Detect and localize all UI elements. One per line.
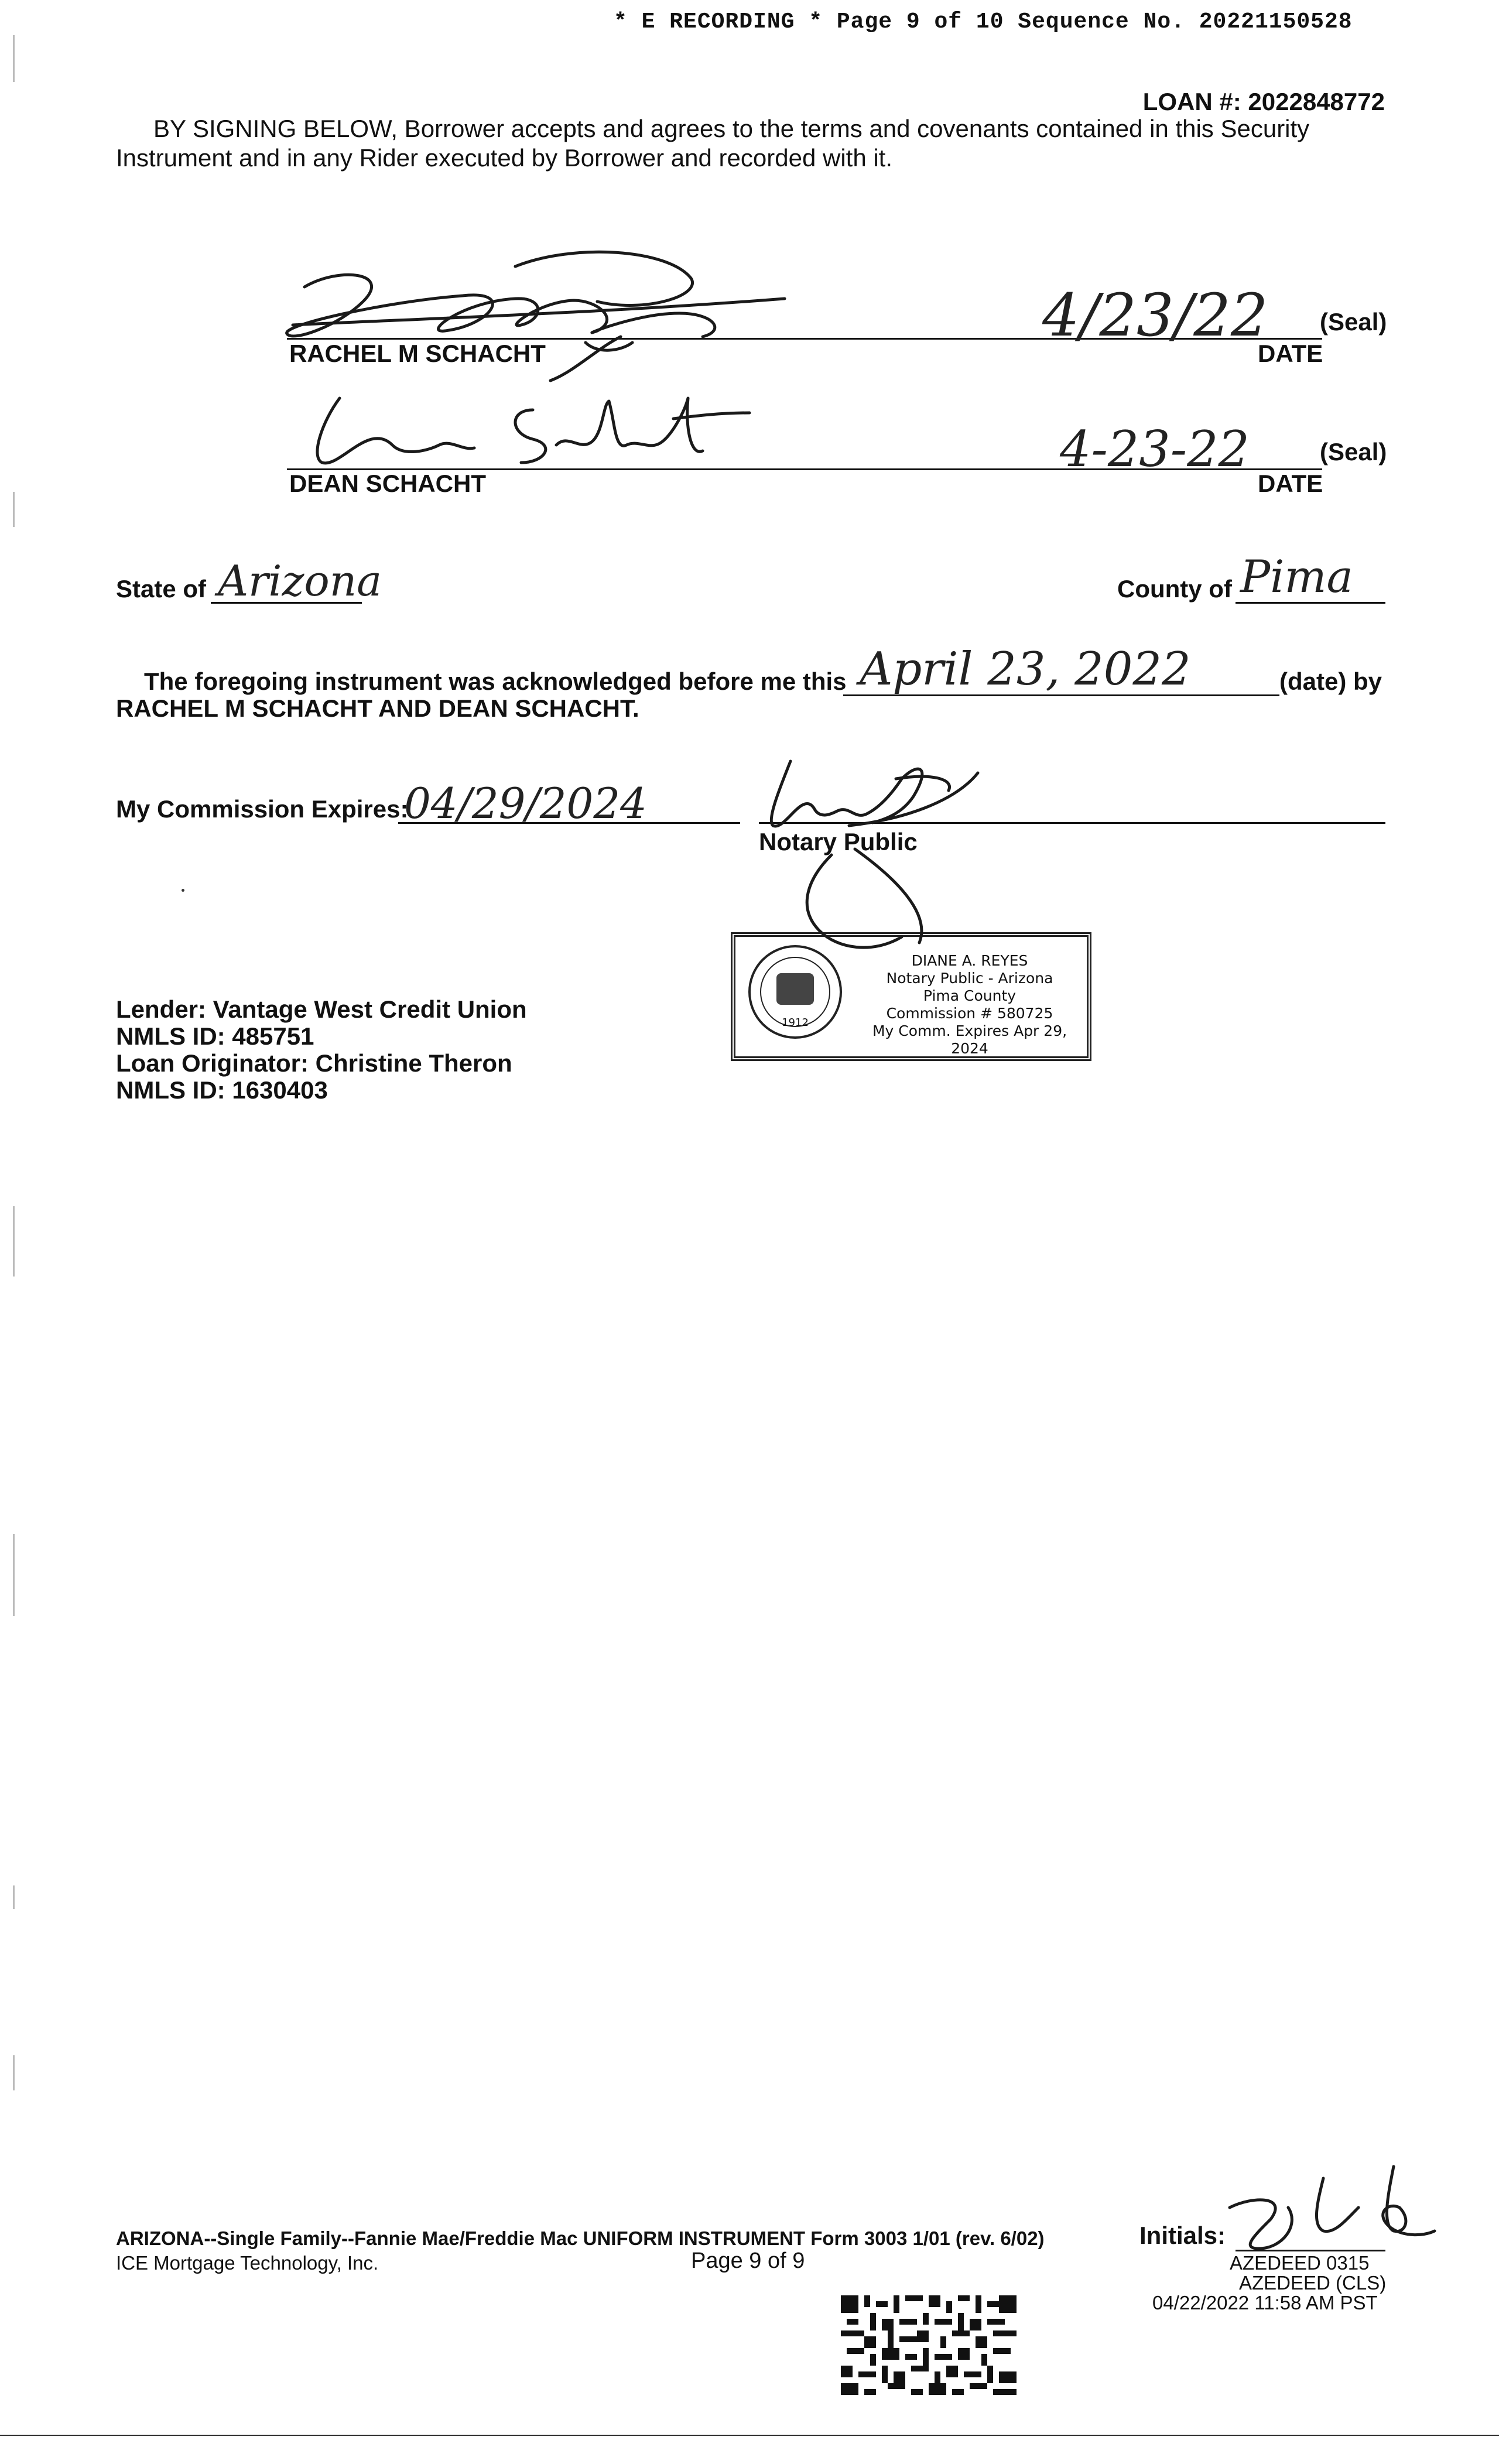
borrower-1-date-label: DATE	[1258, 340, 1323, 367]
ack-text: The foregoing instrument was acknowledged before me this	[144, 668, 847, 695]
lender-line-1: Lender: Vantage West Credit Union	[116, 995, 527, 1023]
barcode-image	[841, 2295, 1017, 2395]
borrower-1-seal-label: (Seal)	[1320, 308, 1387, 336]
footer-page: Page 9 of 9	[691, 2249, 805, 2273]
notary-signature-tail	[785, 843, 960, 960]
state-label: State of	[116, 575, 207, 603]
footer-timestamp: 04/22/2022 11:58 AM PST	[1152, 2292, 1378, 2314]
borrower-2-signature	[299, 386, 767, 474]
bottom-rule	[0, 2435, 1499, 2436]
lender-line-3: Loan Originator: Christine Theron	[116, 1049, 512, 1077]
commission-handwritten: 04/29/2024	[404, 779, 647, 828]
ack-suffix: (date) by	[1279, 668, 1382, 695]
ack-names: RACHEL M SCHACHT AND DEAN SCHACHT.	[116, 694, 639, 722]
borrower-2-date-label: DATE	[1258, 470, 1323, 497]
initials-signature	[1218, 2161, 1440, 2260]
scan-margin-speck	[13, 1534, 15, 1616]
recording-header: * E RECORDING * Page 9 of 10 Sequence No. 20221150528	[614, 9, 1353, 35]
lender-line-2: NMLS ID: 485751	[116, 1022, 314, 1050]
county-label: County of	[1117, 575, 1232, 603]
seal-commission: Commission # 580725	[886, 1005, 1053, 1022]
scan-margin-speck	[13, 1885, 15, 1909]
seal-expires: My Comm. Expires Apr 29, 2024	[872, 1022, 1067, 1057]
commission-label: My Commission Expires:	[116, 795, 409, 823]
footer-code-1: AZEDEED 0315	[1230, 2252, 1370, 2274]
initials-label: Initials:	[1139, 2222, 1226, 2249]
intro-line-2: Instrument and in any Rider executed by Borrower and recorded with it.	[116, 144, 893, 172]
borrower-2-date-handwritten: 4-23-22	[1060, 420, 1250, 478]
loan-value: 2022848772	[1248, 88, 1385, 115]
loan-label: LOAN #:	[1142, 88, 1241, 115]
scan-margin-speck	[13, 1206, 15, 1277]
borrower-2-seal-label: (Seal)	[1320, 438, 1387, 466]
state-handwritten: Arizona	[218, 556, 382, 605]
seal-notary-title: Notary Public - Arizona	[886, 970, 1053, 987]
notary-label: Notary Public	[759, 828, 918, 855]
footer-form-line: ARIZONA--Single Family--Fannie Mae/Freddie Mac UNIFORM INSTRUMENT Form 3003 1/01 (rev. 6/02)	[116, 2227, 1045, 2249]
footer-company: ICE Mortgage Technology, Inc.	[116, 2252, 379, 2274]
footer-code-2: AZEDEED (CLS)	[1239, 2272, 1387, 2294]
stray-dot	[182, 889, 184, 892]
lender-line-4: NMLS ID: 1630403	[116, 1076, 328, 1104]
loan-number	[1143, 88, 1385, 116]
scan-margin-speck	[13, 2055, 15, 2090]
scan-margin-speck	[13, 35, 15, 82]
intro-line-1: BY SIGNING BELOW, Borrower accepts and agrees to the terms and covenants contained in this Security	[153, 115, 1310, 142]
borrower-1-name: RACHEL M SCHACHT	[289, 340, 546, 367]
borrower-1-date-handwritten: 4/23/22	[1042, 281, 1268, 350]
ack-date-handwritten: April 23, 2022	[860, 643, 1191, 696]
scan-margin-speck	[13, 492, 15, 527]
county-handwritten: Pima	[1240, 550, 1353, 603]
seal-emblem-year: 1912	[782, 1017, 809, 1029]
seal-notary-name: DIANE A. REYES	[911, 952, 1028, 969]
seal-county: Pima County	[923, 987, 1017, 1004]
borrower-2-name: DEAN SCHACHT	[289, 470, 486, 497]
